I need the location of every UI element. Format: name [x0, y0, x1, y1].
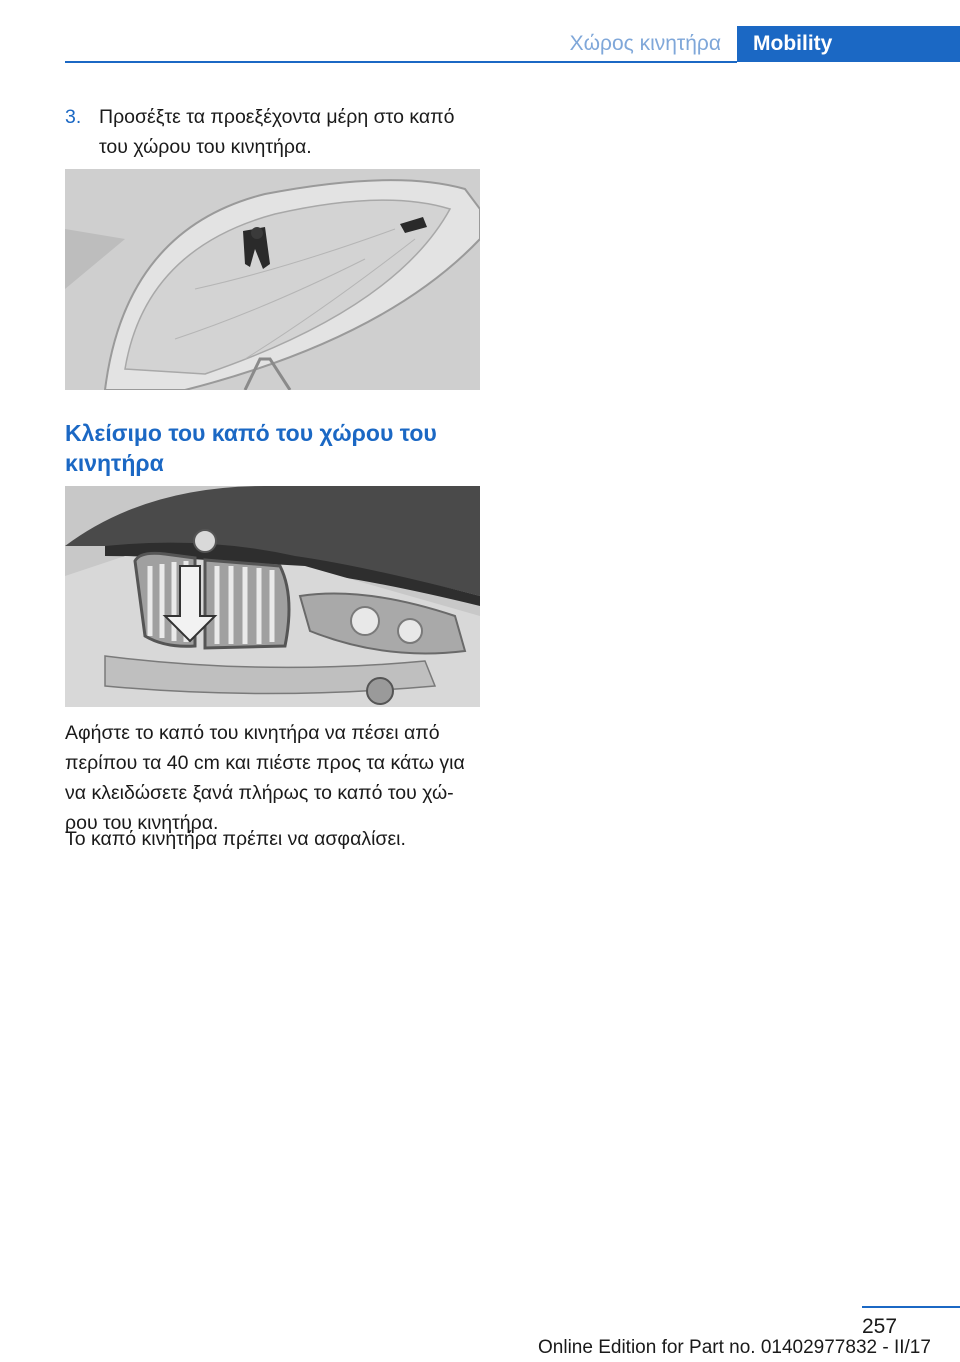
latch-note: Το καπό κινητήρα πρέπει να ασφαλίσει. [65, 828, 406, 850]
footer-edition: Online Edition for Part no. 01402977832 - II/17 [538, 1337, 931, 1358]
header-section-title: Χώρος κινητήρα [569, 32, 721, 55]
closing-instruction: Αφήστε το καπό του κινητήρα να πέσει από περίπου τα 40 cm και πιέστε προς τα κάτω για να κλειδώσετε ξανά πλήρως το καπό του χώ‐ρου του κινητήρα. [65, 722, 465, 834]
header-chapter-tab: Mobility [737, 26, 960, 62]
hood-underside-illustration [65, 169, 480, 390]
header-rule [65, 61, 737, 63]
footer-rule [862, 1306, 960, 1308]
closing-hood-illustration [65, 486, 480, 707]
step-number: 3. [65, 106, 82, 128]
instruction-step [65, 102, 485, 162]
page-number: 257 [862, 1315, 898, 1338]
section-heading: Κλείσιμο του καπό του χώρου του κινητήρα [65, 420, 437, 476]
step-text: Προσέξτε τα προεξέχοντα μέρη στο καπό του χώρου του κινητήρα. [99, 106, 455, 158]
